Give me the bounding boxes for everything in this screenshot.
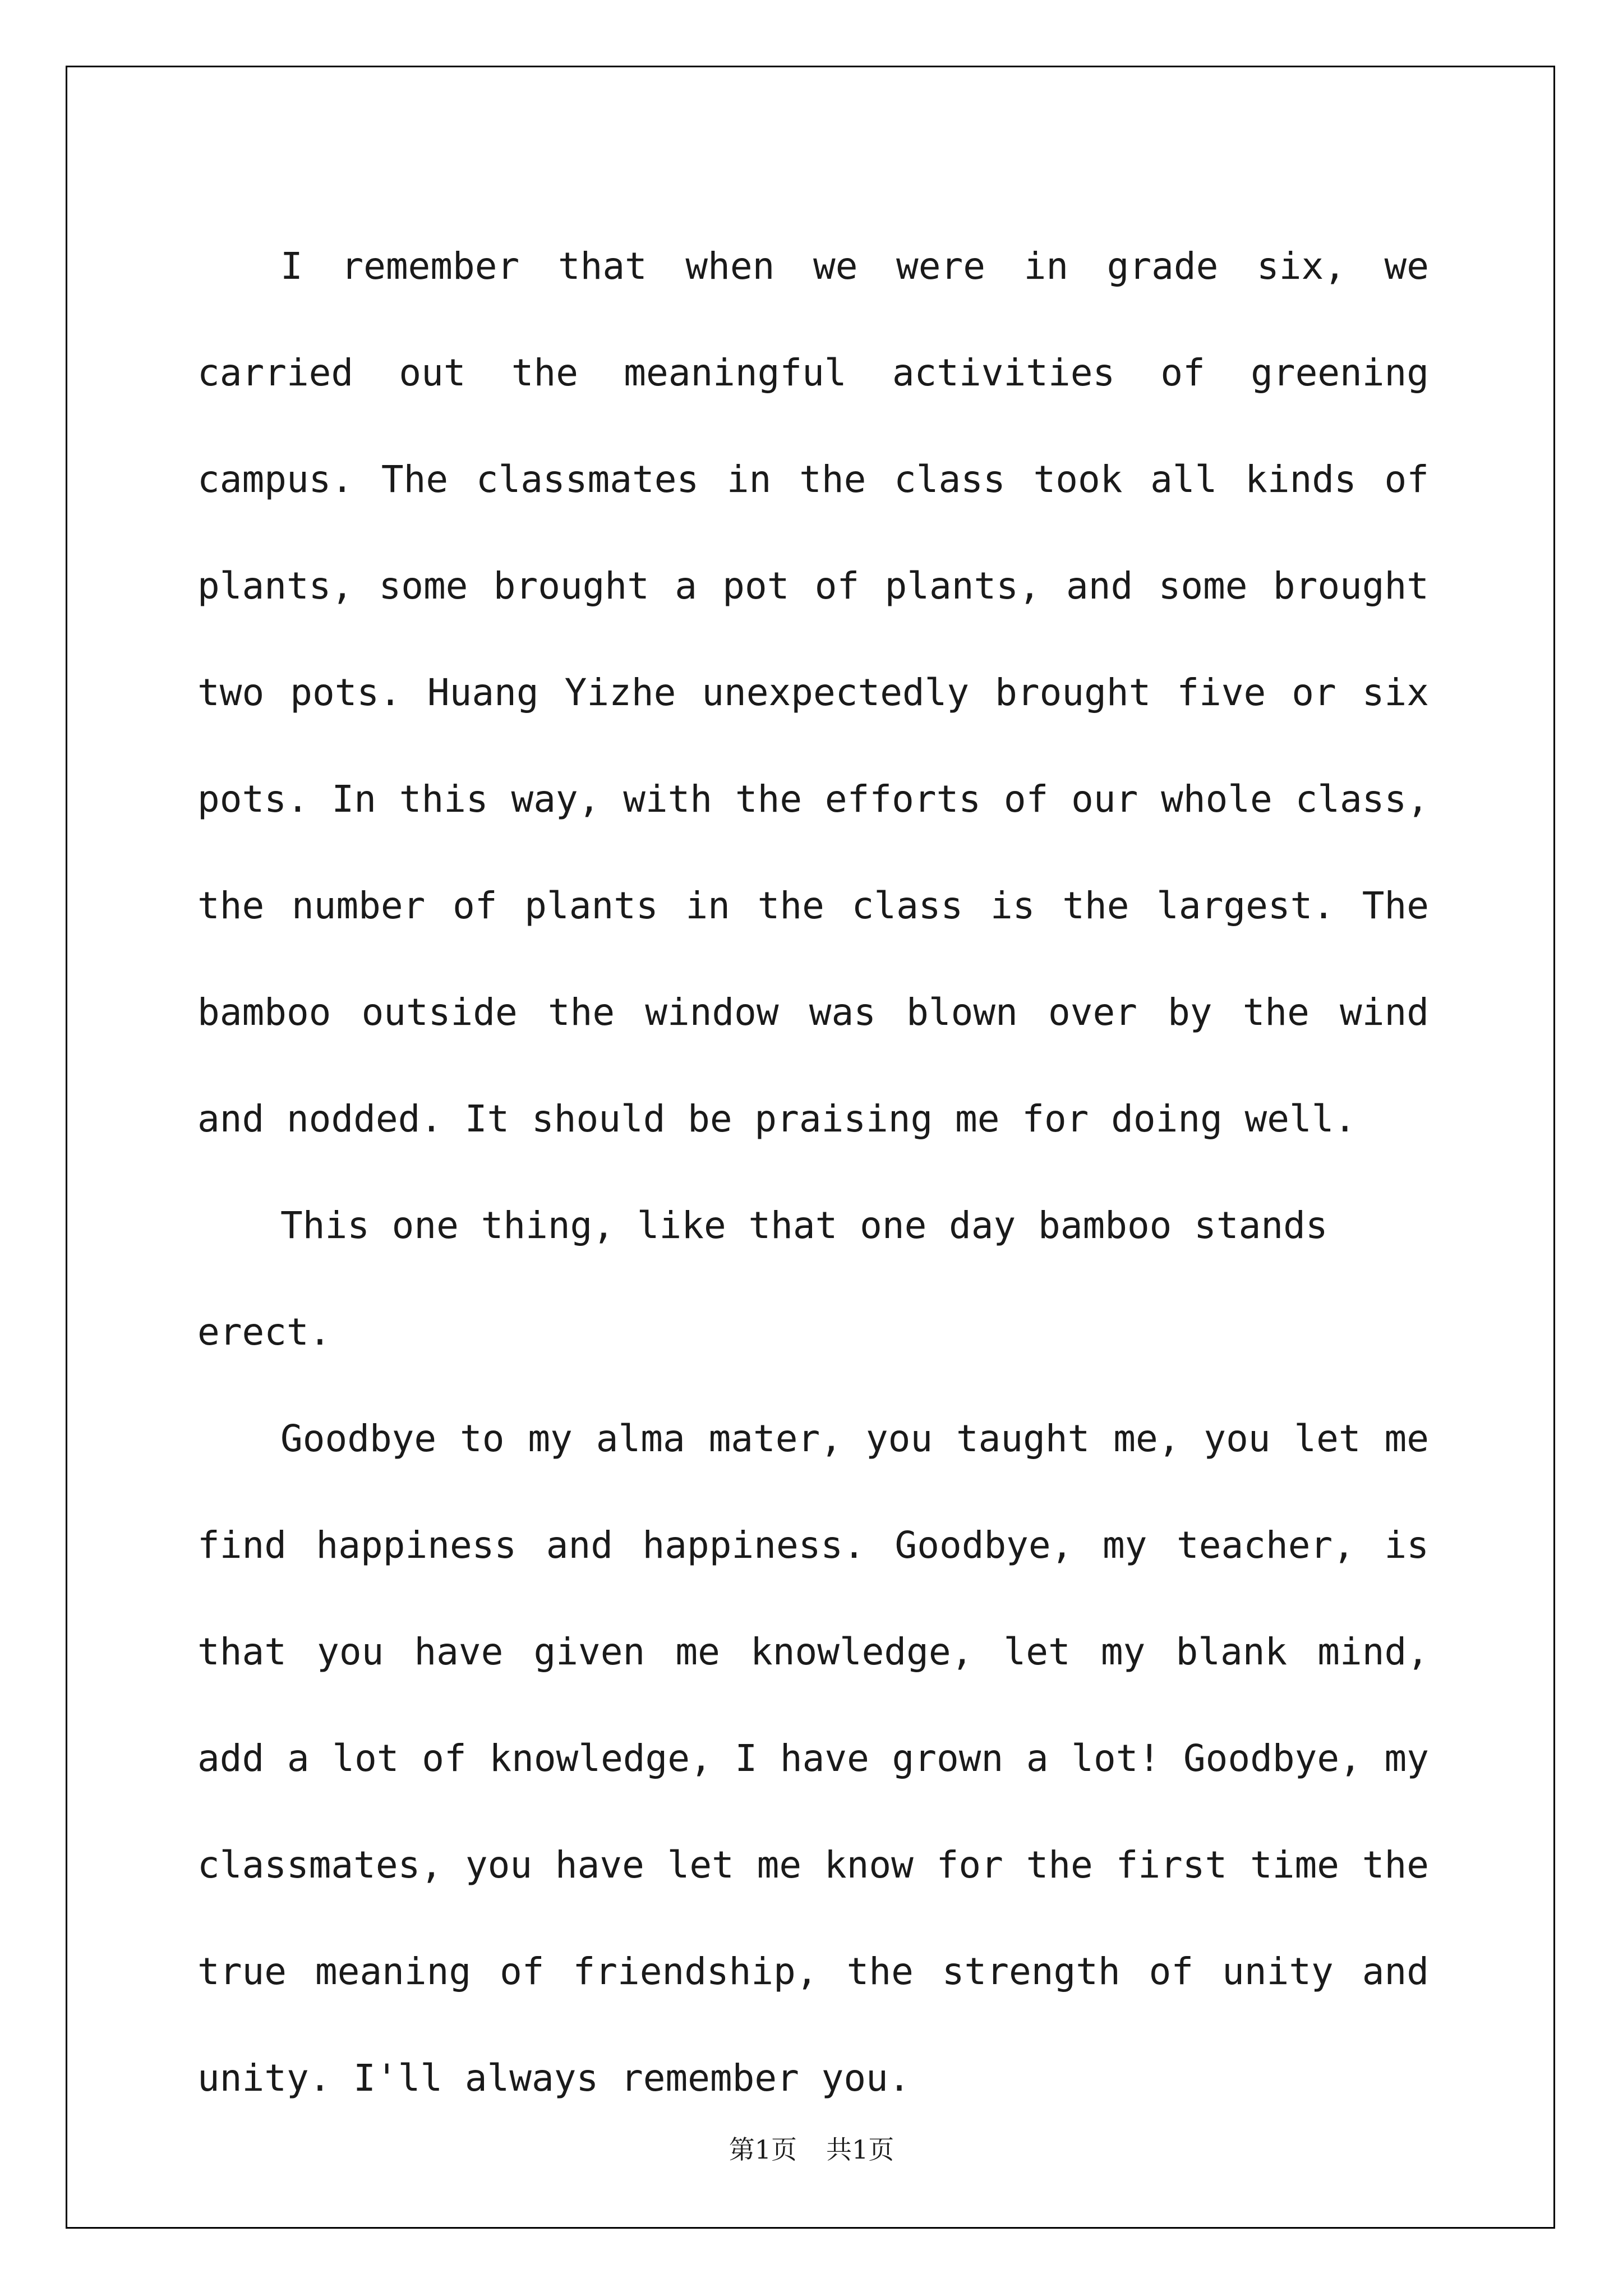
page-number-total: 共1页: [826, 2134, 895, 2165]
paragraph-3: Goodbye to my alma mater, you taught me, you let me find happiness and happiness. Goodbye, my teacher, is that you have given me knowledge, let my blank mind, add a lot of knowledge, I have grown a lot! Goodbye, my classmates, you have let me know for the first time the true meaning of friendship, the strength of unity and unity. I'll always remember you.: [197, 1417, 1429, 2100]
page-footer: [0, 2129, 1623, 2166]
paragraph-2: This one thing, like that one day bamboo stands erect.: [197, 1204, 1328, 1354]
document-body: [197, 213, 1429, 2132]
paragraph-1: I remember that when we were in grade six, we carried out the meaningful activities of greening campus. The classmates in the class took all kinds of plants, some brought a pot of plants, and some brought two pots. Huang Yizhe unexpectedly brought five or six pots. In this way, with the efforts of our whole class, the number of plants in the class is the largest. The bamboo outside the window was blown over by the wind and nodded. It should be praising me for doing well.: [197, 245, 1429, 1140]
page-number-current: 第1页: [728, 2134, 797, 2165]
